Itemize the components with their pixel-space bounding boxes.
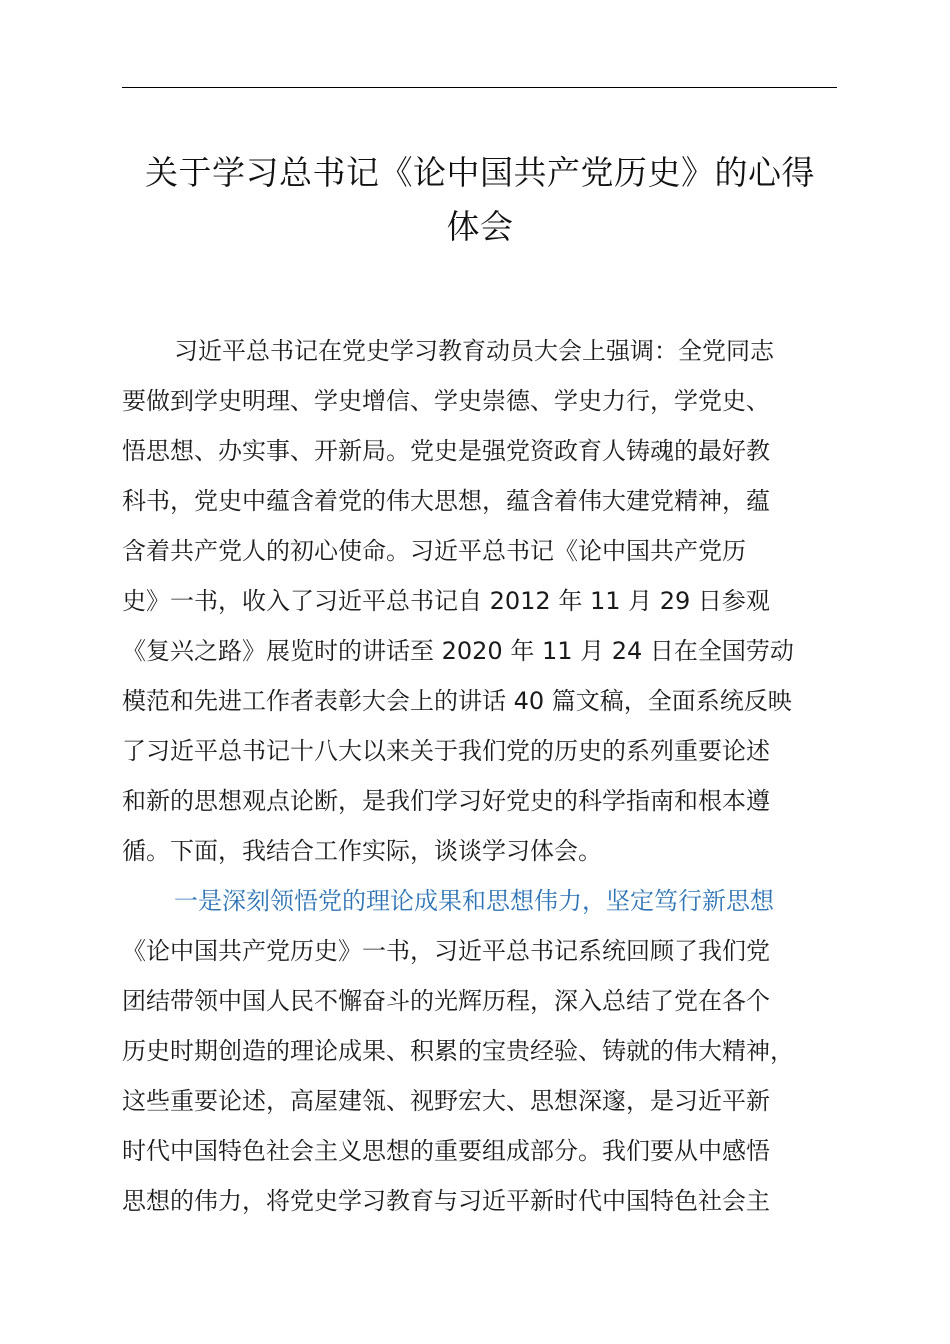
header-rule <box>122 87 837 88</box>
paragraph-line: 习近平总书记在党史学习教育动员大会上强调：全党同志 <box>174 337 774 365</box>
paragraph-line: 团结带领中国人民不懈奋斗的光辉历程，深入总结了党在各个 <box>122 987 770 1015</box>
document-body <box>122 326 842 1226</box>
paragraph-line: 《论中国共产党历史》一书，习近平总书记系统回顾了我们党 <box>122 937 770 965</box>
paragraph-line: 思想的伟力，将党史学习教育与习近平新时代中国特色社会主 <box>122 1187 770 1215</box>
paragraph-line: 模范和先进工作者表彰大会上的讲话 40 篇文稿，全面系统反映 <box>122 687 792 715</box>
paragraph-line: 循。下面，我结合工作实际，谈谈学习体会。 <box>122 837 602 865</box>
paragraph-line: 和新的思想观点论断，是我们学习好党史的科学指南和根本遵 <box>122 787 770 815</box>
paragraph-line: 了习近平总书记十八大以来关于我们党的历史的系列重要论述 <box>122 737 770 765</box>
paragraph-line: 时代中国特色社会主义思想的重要组成部分。我们要从中感悟 <box>122 1137 770 1165</box>
paragraph-line: 《复兴之路》展览时的讲话至 2020 年 11 月 24 日在全国劳动 <box>122 637 794 665</box>
title-line-1: 关于学习总书记《论中国共产党历史》的心得 <box>145 153 815 192</box>
section-heading: 一是深刻领悟党的理论成果和思想伟力，坚定笃行新思想 <box>174 887 774 915</box>
paragraph-line: 这些重要论述，高屋建瓴、视野宏大、思想深邃，是习近平新 <box>122 1087 770 1115</box>
paragraph-line: 悟思想、办实事、开新局。党史是强党资政育人铸魂的最好教 <box>122 437 770 465</box>
paragraph-line: 科书，党史中蕴含着党的伟大思想，蕴含着伟大建党精神，蕴 <box>122 487 770 515</box>
paragraph-line: 史》一书，收入了习近平总书记自 2012 年 11 月 29 日参观 <box>122 587 770 615</box>
paragraph-line: 含着共产党人的初心使命。习近平总书记《论中国共产党历 <box>122 537 746 565</box>
document-title <box>100 146 860 254</box>
paragraph-line: 要做到学史明理、学史增信、学史崇德、学史力行，学党史、 <box>122 387 770 415</box>
paragraph-line: 历史时期创造的理论成果、积累的宝贵经验、铸就的伟大精神， <box>122 1037 794 1065</box>
title-line-2: 体会 <box>446 207 514 246</box>
